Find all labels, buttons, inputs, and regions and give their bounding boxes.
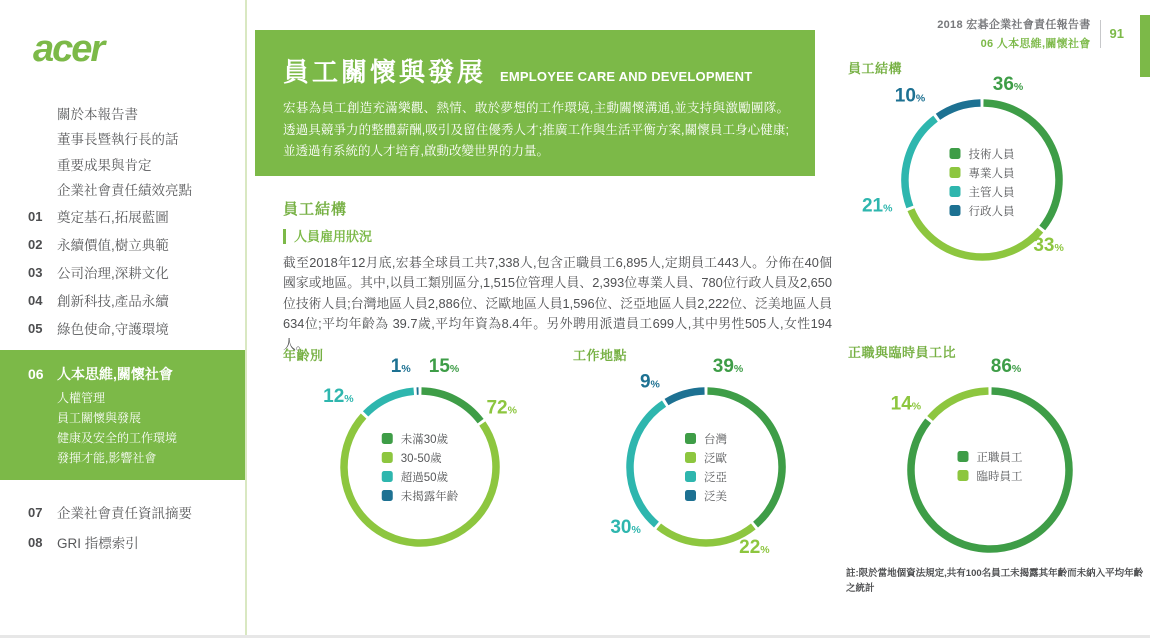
sidebar-item-label: 重要成果與肯定 (57, 157, 152, 173)
sidebar-item-label: 企業社會責任資訊摘要 (57, 506, 192, 521)
page-edge-bar (1140, 15, 1150, 77)
sidebar-item-label: 永續價值,樹立典範 (57, 238, 169, 253)
section-heading: 員工結構 (283, 201, 348, 218)
sidebar-item-label: 人本思維,關懷社會 (57, 365, 173, 382)
legend-chip (382, 433, 393, 444)
legend-item (685, 486, 727, 505)
donut-percent-label: 72% (486, 397, 517, 419)
sidebar-item-ch02[interactable] (0, 230, 245, 258)
sidebar-item-label: GRI 指標索引 (57, 536, 139, 551)
chart-title-age-group: 年齡別 (283, 348, 324, 363)
chart-title-fulltime-temp: 正職與臨時員工比 (848, 345, 957, 360)
sidebar-item-ceo-message[interactable] (0, 126, 245, 152)
donut-segment (366, 391, 414, 414)
legend-chip (685, 452, 696, 463)
chart-legend-fulltime-temp (958, 447, 1023, 485)
section-subheading: 人員雇用狀況 (283, 229, 372, 244)
donut-percent-label: 39% (712, 356, 744, 377)
legend-label: 未滿30歲 (400, 433, 449, 446)
sidebar-subitem-health-safety[interactable] (0, 427, 245, 447)
report-title: 2018 宏碁企業社會責任報告書 (937, 19, 1091, 31)
sidebar-item-achievements[interactable] (0, 151, 245, 177)
donut-percent-label: 21% (861, 195, 893, 217)
chapter-number: 02 (28, 236, 43, 252)
donut-segment (421, 391, 480, 421)
sidebar-active-section (0, 350, 245, 480)
donut-percent-label: 33% (1033, 235, 1064, 256)
chart-legend-age-group (382, 429, 459, 505)
legend-item (958, 466, 1023, 485)
legend-chip (685, 490, 696, 501)
legend-chip (685, 471, 696, 482)
sidebar-subitem-label: 員工關懷與發展 (57, 410, 142, 425)
legend-label: 泛亞 (704, 471, 727, 484)
legend-label: 臨時員工 (976, 470, 1023, 483)
legend-label: 專業人員 (968, 167, 1015, 180)
donut-percent-label: 14% (890, 393, 922, 415)
legend-item (950, 182, 1015, 201)
banner-body: 宏碁為員工創造充滿樂觀、熱情、敢於夢想的工作環境,主動關懷溝通,並支持與激勵團隊。透過具競爭力的整體薪酬,吸引及留住優秀人才;推廣工作與生活平衡方案,關懷員工身心健康;並透過有系統的人才培育,啟動改變世界的力量。 (283, 101, 789, 158)
page-number: 91 (1109, 26, 1124, 41)
sidebar-item-label: 創新科技,產品永續 (57, 294, 169, 309)
legend-chip (958, 470, 969, 481)
chapter-number: 06 (28, 365, 44, 382)
legend-label: 台灣 (704, 433, 727, 446)
legend-label: 行政人員 (968, 205, 1015, 218)
sidebar-item-highlights[interactable] (0, 177, 245, 203)
legend-chip (382, 452, 393, 463)
sidebar-subitem-label: 發揮才能,影響社會 (57, 450, 157, 465)
donut-percent-label: 15% (428, 356, 460, 377)
legend-chip (382, 490, 393, 501)
donut-percent-label: 22% (739, 536, 770, 558)
chapter-number: 07 (28, 504, 43, 520)
legend-chip (685, 433, 696, 444)
chapter-title: 06 人本思維,關懷社會 (980, 38, 1091, 50)
legend-label: 超過50歲 (400, 471, 449, 484)
donut-segment (930, 391, 988, 418)
donut-segment (630, 404, 664, 525)
sidebar-subitem-human-rights[interactable] (0, 387, 245, 407)
sidebar-item-label: 關於本報告書 (57, 106, 138, 122)
legend-chip (382, 471, 393, 482)
sidebar-item-label: 綠色使命,守護環境 (57, 322, 169, 337)
sidebar-item-ch03[interactable] (0, 258, 245, 286)
donut-segment (667, 391, 705, 402)
legend-chip (950, 167, 961, 178)
sidebar-item-about[interactable] (0, 100, 245, 126)
chart-footnote: 註:限於當地個資法規定,共有100名員工未揭露其年齡而未納入平均年齡之統計 (846, 568, 1144, 594)
sidebar-item-label: 奠定基石,拓展藍圖 (57, 210, 169, 225)
legend-label: 30-50歲 (400, 452, 442, 465)
donut-percent-label: 86% (990, 356, 1022, 377)
acer-logo: acer (33, 28, 104, 70)
legend-item (382, 467, 459, 486)
legend-item (382, 429, 459, 448)
chart-legend-employee-structure (950, 144, 1015, 220)
chapter-number: 08 (28, 534, 43, 550)
legend-item (382, 486, 459, 505)
sidebar-item-ch04[interactable] (0, 286, 245, 314)
legend-item (950, 201, 1015, 220)
sidebar-item-label: 董事長暨執行長的話 (57, 132, 179, 148)
sidebar-subitem-label: 人權管理 (57, 390, 106, 405)
legend-chip (950, 186, 961, 197)
legend-label: 技術人員 (968, 148, 1015, 161)
section-banner (255, 30, 815, 176)
legend-item (685, 467, 727, 486)
sidebar-subitem-employee-care[interactable] (0, 407, 245, 427)
chapter-number: 03 (28, 264, 43, 280)
donut-segment (938, 103, 981, 117)
chart-title-work-location: 工作地點 (573, 348, 628, 363)
chapter-number: 04 (28, 292, 43, 308)
chart-legend-work-location (685, 429, 727, 505)
legend-label: 正職員工 (976, 451, 1023, 464)
donut-segment (905, 119, 936, 207)
sidebar-subitem-label: 健康及安全的工作環境 (57, 430, 178, 445)
donut-percent-label: 36% (992, 74, 1024, 95)
section-body: 截至2018年12月底,宏碁全球員工共7,338人,包含正職員工6,895人,定期員工443人。分佈在40個國家或地區。其中,以員工類別區分,1,515位管理人員、2,393位專業人員、780位行政人員及2,650位技術人員;台灣地區人員2,886位、泛歐地區人員1,596位、泛亞地區人員2,222位、泛美地區人員634位;平均年齡為 39.7歲,平均年資為8.4年。另外聘用派遣員工699人,其中男性505人,女性194人。 (283, 255, 832, 352)
legend-label: 未揭露年齡 (400, 490, 459, 503)
sidebar (0, 0, 247, 635)
chapter-number: 01 (28, 208, 43, 224)
legend-chip (958, 451, 969, 462)
legend-label: 主管人員 (968, 186, 1015, 199)
legend-label: 泛美 (704, 490, 727, 503)
legend-item (685, 429, 727, 448)
legend-item (958, 447, 1023, 466)
donut-percent-label: 9% (639, 371, 660, 393)
sidebar-item-ch07[interactable] (0, 497, 245, 527)
donut-percent-label: 12% (323, 385, 354, 407)
banner-subtitle: EMPLOYEE CARE AND DEVELOPMENT (500, 69, 753, 84)
sidebar-item-ch01[interactable] (0, 202, 245, 230)
legend-item (950, 144, 1015, 163)
sidebar-item-ch06-active[interactable] (0, 360, 245, 387)
sidebar-bottom-nav (0, 497, 245, 557)
legend-chip (950, 205, 961, 216)
legend-item (382, 448, 459, 467)
legend-chip (950, 148, 961, 159)
sidebar-subitem-talent-society[interactable] (0, 447, 245, 467)
sidebar-item-label: 企業社會責任績效亮點 (57, 183, 192, 199)
sidebar-item-label: 公司治理,深耕文化 (57, 266, 169, 281)
chapter-number: 05 (28, 320, 43, 336)
donut-percent-label: 10% (894, 85, 926, 107)
banner-title: 員工關懷與發展 (283, 57, 487, 87)
donut-percent-label: 1% (390, 356, 411, 378)
legend-label: 泛歐 (704, 452, 727, 465)
legend-item (685, 448, 727, 467)
sidebar-item-ch08[interactable] (0, 527, 245, 557)
donut-percent-label: 30% (610, 516, 641, 538)
chart-title-employee-structure: 員工結構 (848, 61, 903, 76)
sidebar-nav (0, 100, 245, 557)
sidebar-item-ch05[interactable] (0, 314, 245, 342)
legend-item (950, 163, 1015, 182)
